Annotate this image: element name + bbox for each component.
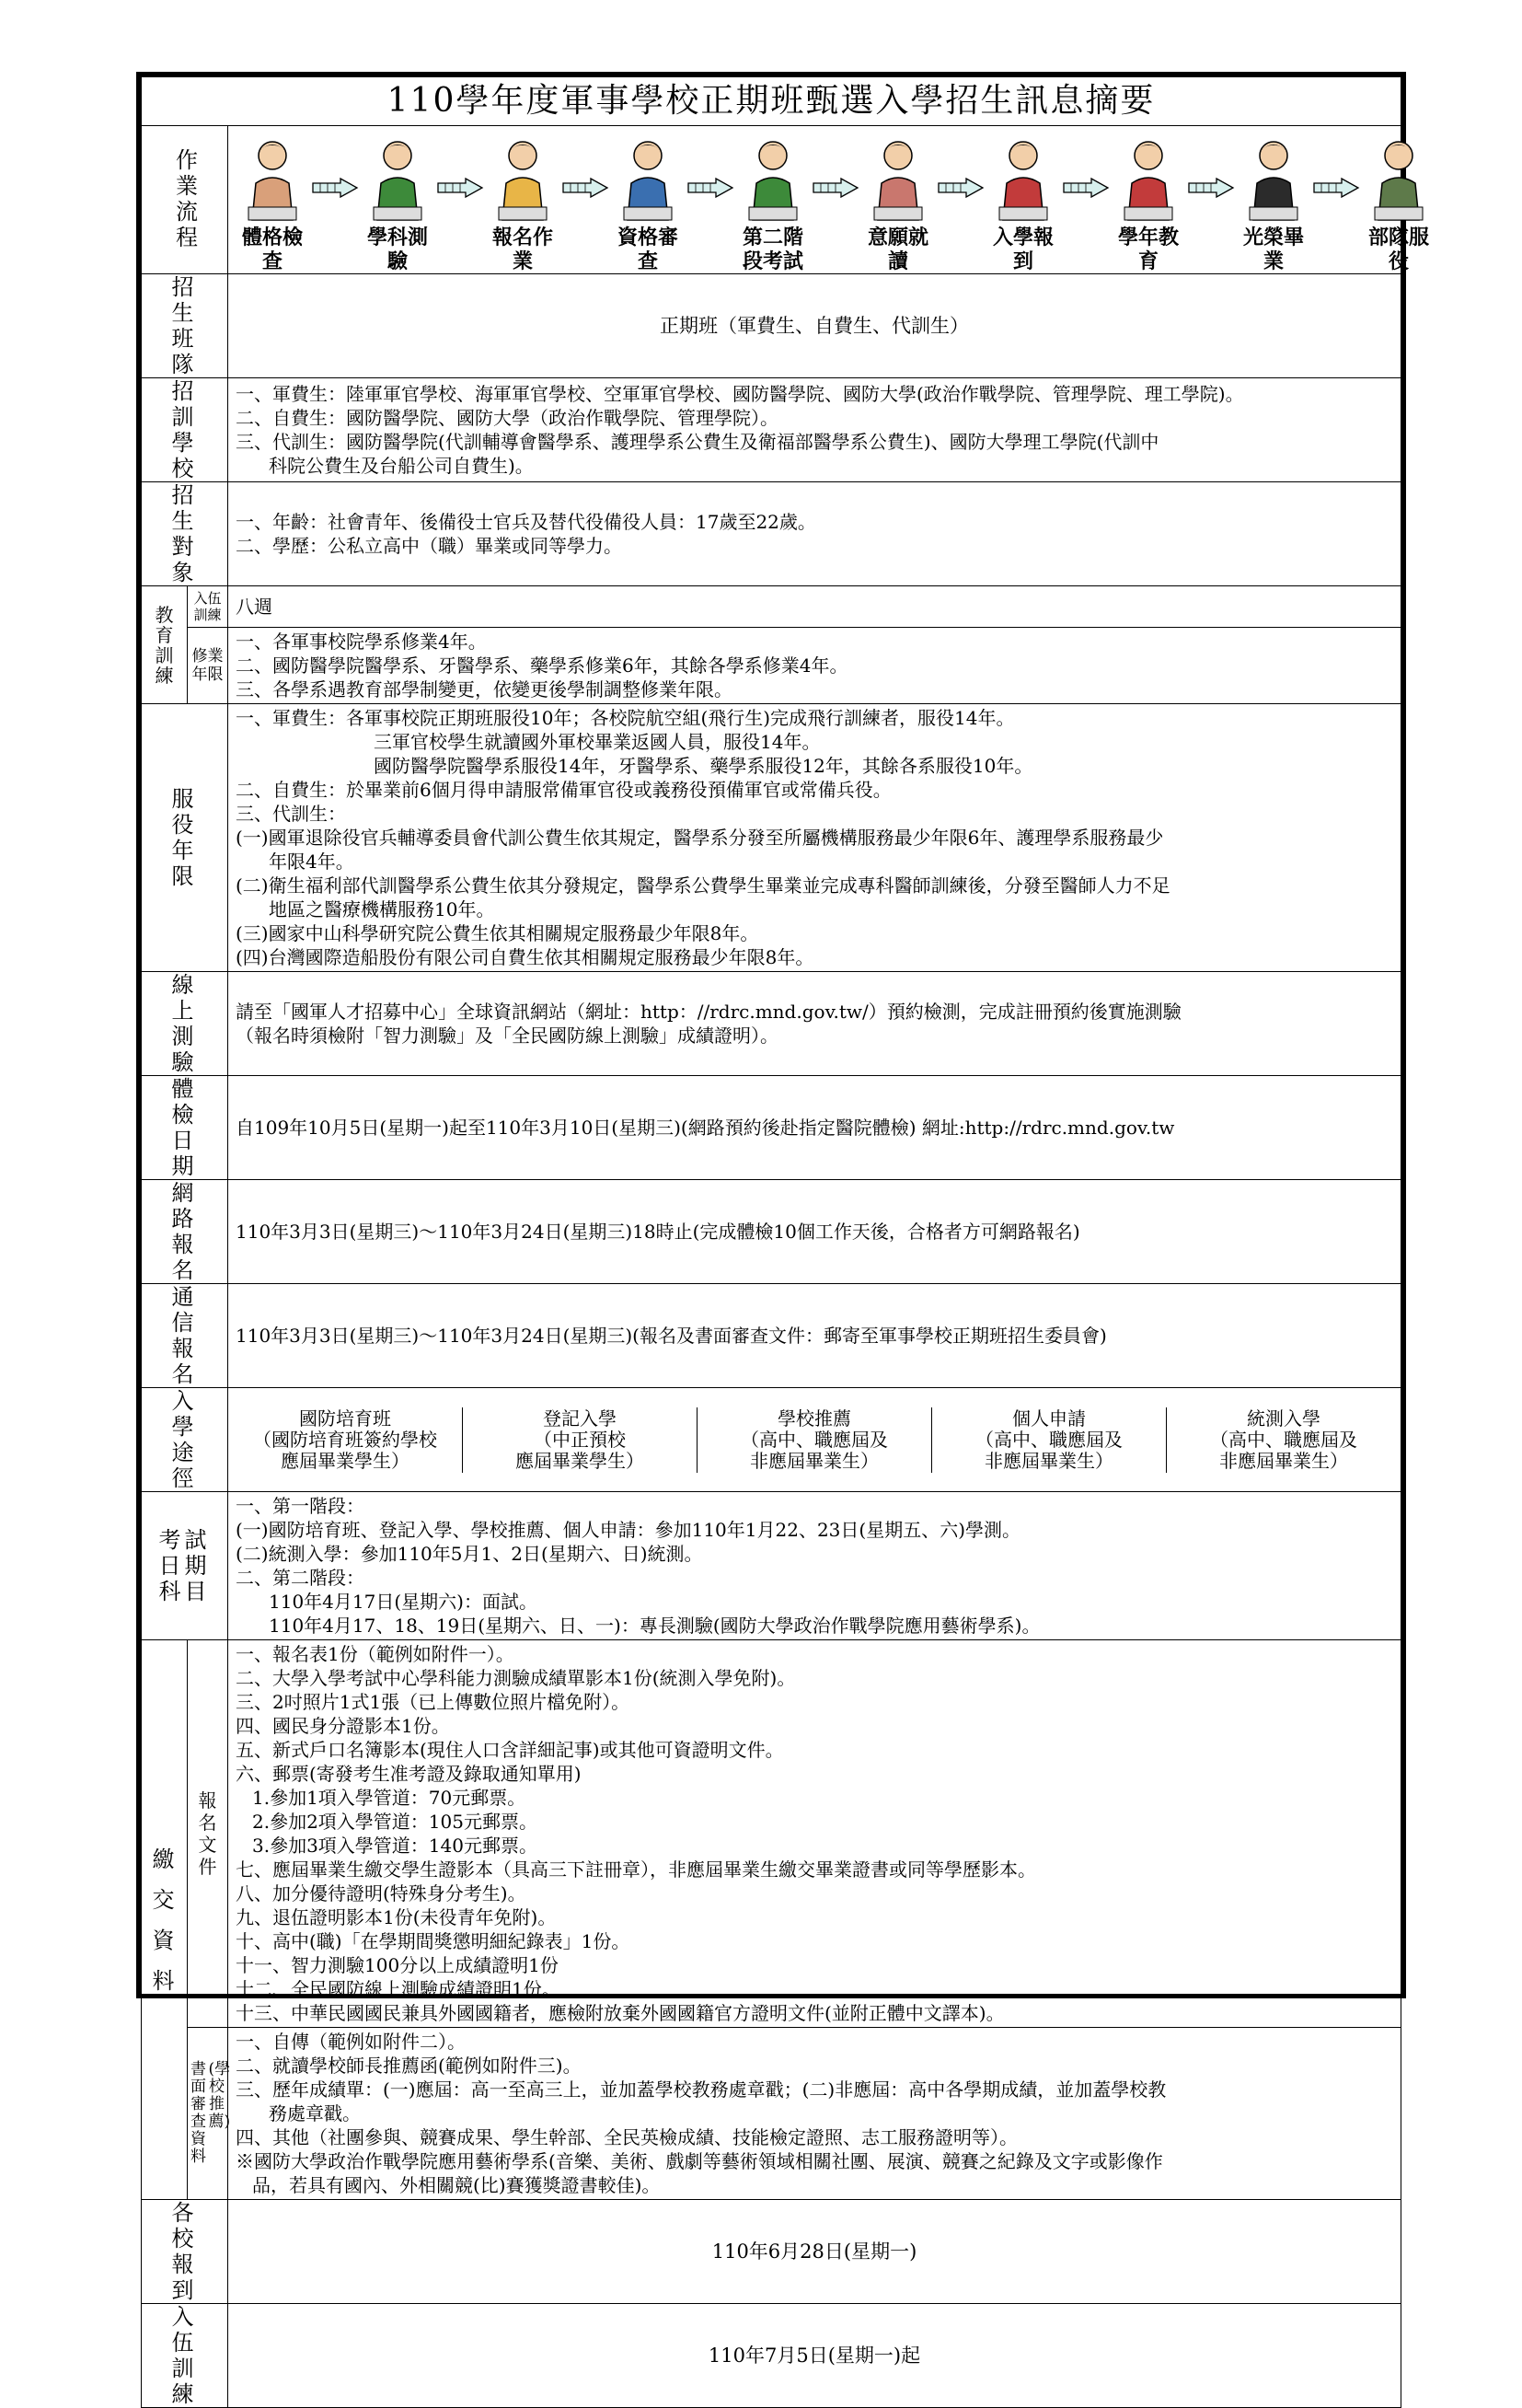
- path-name: 學校推薦: [778, 1407, 851, 1430]
- online-reg-label: 網路報名: [142, 1180, 228, 1284]
- exam-label: 考試日期科目: [142, 1492, 228, 1640]
- step-name: 光榮畢業: [1242, 226, 1304, 273]
- process-step: [859, 133, 937, 273]
- summary-table: [141, 76, 1429, 2408]
- path-name: 國防培育班: [299, 1407, 391, 1430]
- years-text: 一、各軍事校院學系修業4年。 二、國防醫學院醫學系、牙醫學系、藥學系修業6年，其餘各學系修業4年。 三、各學系遇教育部學制變更，依變更後學制調整修業年限。: [228, 628, 1401, 704]
- step-illustration-icon: [609, 133, 686, 226]
- review-docs-label: 書面審查資料 (學校推薦): [188, 2028, 228, 2200]
- targets-label: 招生對象: [142, 482, 228, 586]
- step-name: 意願就讀: [867, 226, 928, 273]
- pointing-hand-arrow-icon: [1062, 176, 1110, 200]
- summary-table-frame: [136, 72, 1429, 2407]
- process-step: [985, 133, 1062, 273]
- step-name: 體格檢查: [241, 226, 303, 273]
- path-line2: （高中、職應屆及: [741, 1428, 888, 1451]
- process-step: [234, 133, 311, 273]
- step-illustration-icon: [734, 133, 812, 226]
- step-name: 學科測驗: [366, 226, 428, 273]
- reg-docs-text: 一、報名表1份（範例如附件一）。 二、大學入學考試中心學科能力測驗成績單影本1份(統測入學免附)。 三、2吋照片1式1張（已上傳數位照片檔免附）。 四、國民身分證影本1份。 五、新式戶口名簿影本(現住人口含詳細記事)或其他可資證明文件。 六、郵票(寄發考生准考證及錄取通知單用) 1.參加1項入學管道：70元郵票。 2.參加2項入學管道：105元郵票。 3.參加3項入學管道：140元郵票。 七、應屆畢業生繳交學生證影本（具高三下註冊章），非應屆畢業生繳交畢業證書或同等學歷影本。 八、加分優待證明(特殊身分考生)。 九、退伍證明影本1份(未役青年免附)。 十、高中(職)「在學期間獎懲明細紀錄表」1份。 十一、智力測驗100分以上成績證明1份 十二、全民國防線上測驗成績證明1份。 十三、中華民國國民兼具外國國籍者，應檢附放棄外國國籍官方證明文件(並附正體中文譯本)。: [228, 1640, 1401, 2028]
- paths-grid: [228, 1388, 1401, 1492]
- process-step: [1235, 133, 1312, 273]
- process-step: [609, 133, 686, 273]
- process-step: [484, 133, 561, 273]
- targets-text: 一、年齡：社會青年、後備役士官兵及替代役備役人員：17歲至22歲。 二、學歷：公私立高中（職）畢業或同等學力。: [228, 482, 1401, 586]
- physical-date-value: 自109年10月5日(星期一)起至110年3月10日(星期三)(網路預約後赴指定醫院體檢) 網址:http://rdrc.mnd.gov.tw: [228, 1076, 1401, 1180]
- process-flow: [228, 126, 1429, 274]
- entry-training-value: 八週: [228, 586, 1401, 628]
- step-illustration-icon: [859, 133, 937, 226]
- path-line3: 應屆畢業學生）: [515, 1449, 644, 1472]
- online-test-label: 線上測驗: [142, 972, 228, 1076]
- step-name: 報名作業: [491, 226, 553, 273]
- pointing-hand-arrow-icon: [1187, 176, 1235, 200]
- step-illustration-icon: [1235, 133, 1312, 226]
- years-label: 修業年限: [188, 628, 228, 704]
- step-name: 第二階段考試: [742, 226, 803, 273]
- process-step: [1110, 133, 1187, 273]
- process-step: [734, 133, 812, 273]
- pointing-hand-arrow-icon: [311, 176, 359, 200]
- path-line2: （高中、職應屆及: [1210, 1428, 1357, 1451]
- online-test-text: 請至「國軍人才招募中心」全球資訊網站（網址：http：//rdrc.mnd.gov.tw/）預約檢測，完成註冊預約後實施測驗 （報名時須檢附「智力測驗」及「全民國防線上測驗」成績證明）。: [228, 972, 1401, 1076]
- path-name: 個人申請: [1012, 1407, 1086, 1430]
- step-name: 學年教育: [1117, 226, 1179, 273]
- documents-label: 繳交資料: [142, 1640, 188, 2200]
- process-step: [359, 133, 436, 273]
- schools-text: 一、軍費生：陸軍軍官學校、海軍軍官學校、空軍軍官學校、國防醫學院、國防大學(政治作戰學院、管理學院、理工學院)。 二、自費生：國防醫學院、國防大學（政治作戰學院、管理學院）。 三、代訓生：國防醫學院(代訓輔導會醫學系、護理學系公費生及衛福部醫學系公費生)、國防大學理工學院(代訓中 科院公費生及台船公司自費生)。: [228, 378, 1401, 482]
- step-illustration-icon: [359, 133, 436, 226]
- step-illustration-icon: [234, 133, 311, 226]
- paths-label: 入學途徑: [142, 1388, 228, 1492]
- pointing-hand-arrow-icon: [937, 176, 985, 200]
- step-illustration-icon: [484, 133, 561, 226]
- entry-label: 入伍訓練: [142, 2304, 228, 2408]
- entry-value: 110年7月5日(星期一)起: [228, 2304, 1401, 2408]
- mail-reg-value: 110年3月3日(星期三)～110年3月24日(星期三)(報名及書面審查文件：郵寄至軍事學校正期班招生委員會): [228, 1284, 1401, 1388]
- path-name: 統測入學: [1247, 1407, 1320, 1430]
- service-label: 服役年限: [142, 704, 228, 972]
- path-line2: （國防培育班簽約學校: [253, 1428, 437, 1451]
- enroll-class-value: 正期班（軍費生、自費生、代訓生）: [228, 274, 1401, 378]
- step-name: 入學報到: [992, 226, 1054, 273]
- path-line3: 應屆畢業學生）: [281, 1449, 409, 1472]
- online-reg-value: 110年3月3日(星期三)～110年3月24日(星期三)18時止(完成體檢10個工作天後，合格者方可網路報名): [228, 1180, 1401, 1284]
- pointing-hand-arrow-icon: [686, 176, 734, 200]
- page-title: 110學年度軍事學校正期班甄選入學招生訊息摘要: [142, 77, 1401, 126]
- path-cell: [228, 1407, 463, 1473]
- process-step: [1360, 133, 1437, 273]
- path-line3: 非應屆畢業生）: [750, 1449, 879, 1472]
- enroll-class-label: 招生班隊: [142, 274, 228, 378]
- pointing-hand-arrow-icon: [561, 176, 609, 200]
- path-line3: 非應屆畢業生）: [985, 1449, 1113, 1472]
- path-name: 登記入學: [543, 1407, 617, 1430]
- path-line2: （中正預校: [534, 1428, 626, 1451]
- pointing-hand-arrow-icon: [436, 176, 484, 200]
- physical-date-label: 體檢日期: [142, 1076, 228, 1180]
- path-line2: （高中、職應屆及: [975, 1428, 1123, 1451]
- service-text: 一、軍費生：各軍事校院正期班服役10年；各校院航空組(飛行生)完成飛行訓練者，服役14年。 三軍官校學生就讀國外軍校畢業返國人員，服役14年。 國防醫學院醫學系服役14年，牙醫學系、藥學系服役12年，其餘各系服役10年。 二、自費生：於畢業前6個月得申請服常備軍官役或義務役預備軍官或常備兵役。 三、代訓生： (一)國軍退除役官兵輔導委員會代訓公費生依其規定，醫學系分發至所屬機構服務最少年限6年、護理學系服務最少 年限4年。 (二)衛生福利部代訓醫學系公費生依其分發規定，醫學系公費學生畢業並完成專科醫師訓練後，分發至醫師人力不足 地區之醫療機構服務10年。 (三)國家中山科學研究院公費生依其相關規定服務最少年限8年。 (四)台灣國際造船股份有限公司自費生依其相關規定服務最少年限8年。: [228, 704, 1401, 972]
- path-line3: 非應屆畢業生）: [1219, 1449, 1348, 1472]
- process-label: 作業流程: [142, 126, 228, 274]
- exam-text: 一、第一階段： (一)國防培育班、登記入學、學校推薦、個人申請：參加110年1月22、23日(星期五、六)學測。 (二)統測入學：參加110年5月1、2日(星期六、日)統測。 二、第二階段： 110年4月17日(星期六)：面試。 110年4月17、18、19日(星期六、日、一)：專長測驗(國防大學政治作戰學院應用藝術學系)。: [228, 1492, 1401, 1640]
- path-cell: [698, 1407, 932, 1473]
- pointing-hand-arrow-icon: [812, 176, 859, 200]
- entry-training-label: 入伍訓練: [188, 586, 228, 628]
- step-illustration-icon: [1110, 133, 1187, 226]
- path-cell: [1167, 1407, 1401, 1473]
- mail-reg-label: 通信報名: [142, 1284, 228, 1388]
- reg-docs-label: 報名文件: [188, 1640, 228, 2028]
- report-label: 各校報到: [142, 2200, 228, 2304]
- training-label: 教育訓練: [142, 586, 188, 704]
- step-illustration-icon: [1360, 133, 1437, 226]
- path-cell: [463, 1407, 698, 1473]
- path-cell: [932, 1407, 1167, 1473]
- step-name: 部隊服役: [1367, 226, 1429, 273]
- review-docs-text: 一、自傳（範例如附件二）。 二、就讀學校師長推薦函(範例如附件三)。 三、歷年成績單：(一)應屆：高一至高三上，並加蓋學校教務處章戳；(二)非應屆：高中各學期成績，並加蓋學校教 務處章戳。 四、其他（社團參與、競賽成果、學生幹部、全民英檢成績、技能檢定證照、志工服務證明等）。 ※國防大學政治作戰學院應用藝術學系(音樂、美術、戲劇等藝術領域相關社團、展演、競賽之紀錄及文字或影像作 品，若具有國內、外相關競(比)賽獲獎證書較佳)。: [228, 2028, 1401, 2200]
- step-name: 資格審查: [617, 226, 678, 273]
- schools-label: 招訓學校: [142, 378, 228, 482]
- step-illustration-icon: [985, 133, 1062, 226]
- report-value: 110年6月28日(星期一): [228, 2200, 1401, 2304]
- pointing-hand-arrow-icon: [1312, 176, 1360, 200]
